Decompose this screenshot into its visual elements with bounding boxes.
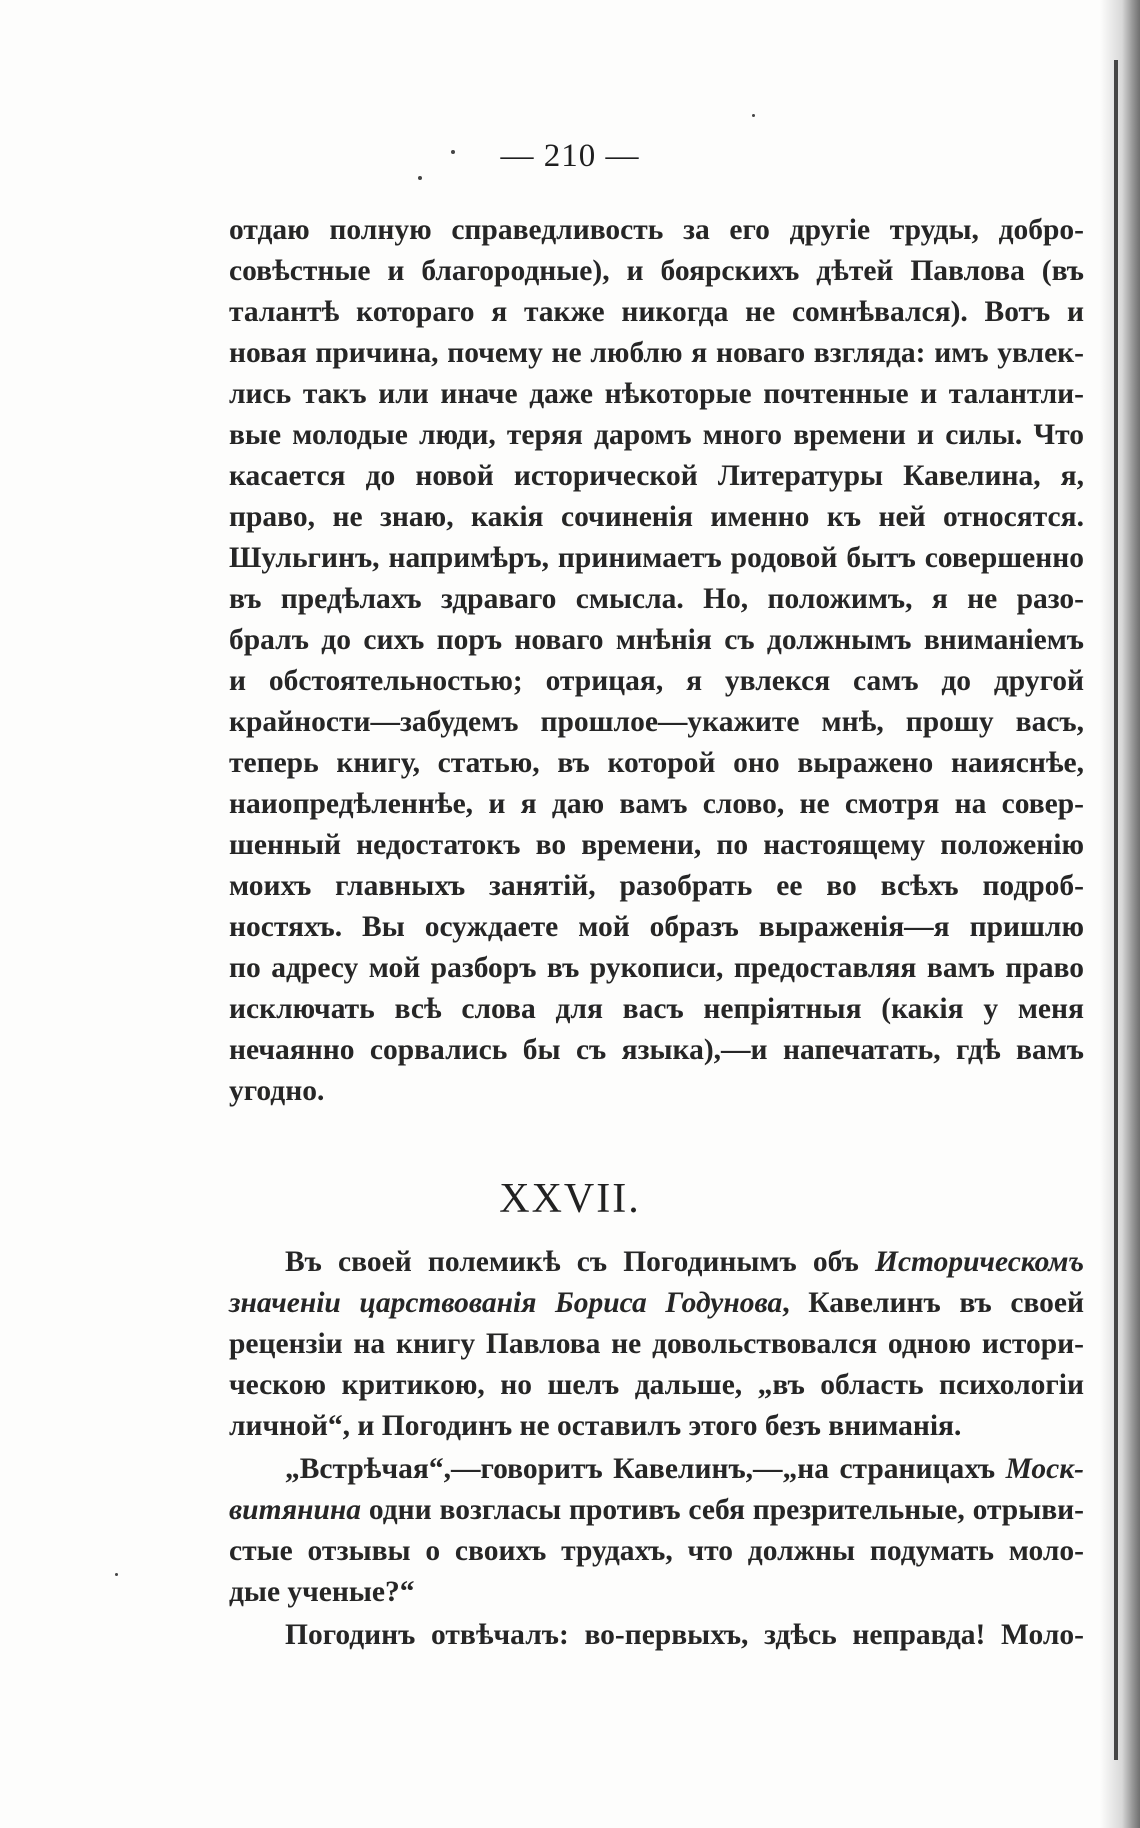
text-line — [229, 1490, 1084, 1531]
text-line: стые отзывы о своихъ трудахъ, что должны подумать моло- — [229, 1535, 1084, 1567]
text-line: крайности—забудемъ прошлое—укажите мнѣ, прошу васъ, — [229, 706, 1084, 738]
italic-title: значеніи царствованія Бориса Годунова — [229, 1287, 783, 1319]
text-line: новая причина, почему не люблю я новаго взгляда: имъ увлек- — [229, 337, 1084, 369]
text-line: нечаянно сорвались бы съ языка),—и напечатать, гдѣ вамъ — [229, 1034, 1084, 1066]
body-paragraph — [229, 210, 1084, 1112]
italic-title: Моск- — [1005, 1453, 1084, 1485]
page-edge-shadow — [1100, 0, 1140, 1828]
text-line: касается до новой исторической Литературы Кавелина, я, — [229, 460, 1084, 492]
text-line — [229, 1283, 1084, 1324]
text-line: отдаю полную справедливость за его другіе труды, добро- — [229, 214, 1084, 246]
text-line: исключать всѣ слова для васъ непріятныя (какія у меня — [229, 993, 1084, 1025]
text-line: и обстоятельностью; отрицая, я увлекся самъ до другой — [229, 665, 1084, 697]
text-line: ческою критикою, но шелъ дальше, „въ область психологіи — [229, 1369, 1084, 1401]
text-span: Въ своей полемикѣ съ Погодинымъ объ — [285, 1246, 875, 1278]
text-line: въ предѣлахъ здраваго смысла. Но, положимъ, я не разо- — [229, 583, 1084, 615]
text-line: бралъ до сихъ поръ новаго мнѣнія съ должнымъ вниманіемъ — [229, 624, 1084, 656]
text-line: наиопредѣленнѣе, и я даю вамъ слово, не смотря на совер- — [229, 788, 1084, 820]
text-line: по адресу мой разборъ въ рукописи, предоставляя вамъ право — [229, 952, 1084, 984]
italic-title: Историческомъ — [875, 1246, 1084, 1278]
italic-title: витянина — [229, 1494, 362, 1526]
text-span: , Кавелинъ въ своей — [782, 1287, 1084, 1319]
text-span: одни возгласы противъ себя презрительные, отрыви- — [361, 1494, 1084, 1526]
text-line: угодно. — [229, 1075, 325, 1107]
text-line — [229, 1449, 1084, 1490]
text-line: дые ученые?“ — [229, 1576, 415, 1608]
text-line: Шульгинъ, напримѣръ, принимаетъ родовой бытъ совершенно — [229, 542, 1084, 574]
section-title: XXVII. — [499, 1176, 641, 1222]
paragraph — [229, 1242, 1084, 1447]
text-line: теперь книгу, статью, въ которой оно выражено наияснѣе, — [229, 747, 1084, 779]
text-line: Погодинъ отвѣчалъ: во-первыхъ, здѣсь неправда! Моло- — [285, 1619, 1084, 1651]
paragraph — [229, 1615, 1084, 1656]
text-line — [229, 1242, 1084, 1283]
text-line: право, не знаю, какія сочиненія именно къ ней относятся. — [229, 501, 1084, 533]
page-number: — 210 — — [500, 138, 640, 174]
text-line: вые молодые люди, теряя даромъ много времени и силы. Что — [229, 419, 1084, 451]
text-line: талантѣ котораго я также никогда не сомнѣвался). Вотъ и — [229, 296, 1084, 328]
text-line: моихъ главныхъ занятій, разобрать ее во всѣхъ подроб- — [229, 870, 1084, 902]
text-line: ностяхъ. Вы осуждаете мой образъ выраженія—я пришлю — [229, 911, 1084, 943]
text-span: „Встрѣчая“,—говоритъ Кавелинъ,—„на страницахъ — [285, 1453, 1006, 1485]
text-line: лись такъ или иначе даже нѣкоторые почтенные и талантли- — [229, 378, 1084, 410]
page-binding-edge — [1114, 60, 1118, 1760]
text-line: личной“, и Погодинъ не оставилъ этого безъ вниманія. — [229, 1410, 962, 1442]
section-body — [229, 1242, 1084, 1656]
text-line: совѣстные и благородные), и боярскихъ дѣтей Павлова (въ — [229, 255, 1084, 287]
paragraph — [229, 1449, 1084, 1613]
print-speck — [418, 176, 422, 180]
print-speck — [115, 1573, 118, 1576]
print-speck — [752, 114, 755, 117]
text-line: шенный недостатокъ во времени, по настоящему положенію — [229, 829, 1084, 861]
text-line: рецензіи на книгу Павлова не довольствовался одною истори- — [229, 1328, 1084, 1360]
